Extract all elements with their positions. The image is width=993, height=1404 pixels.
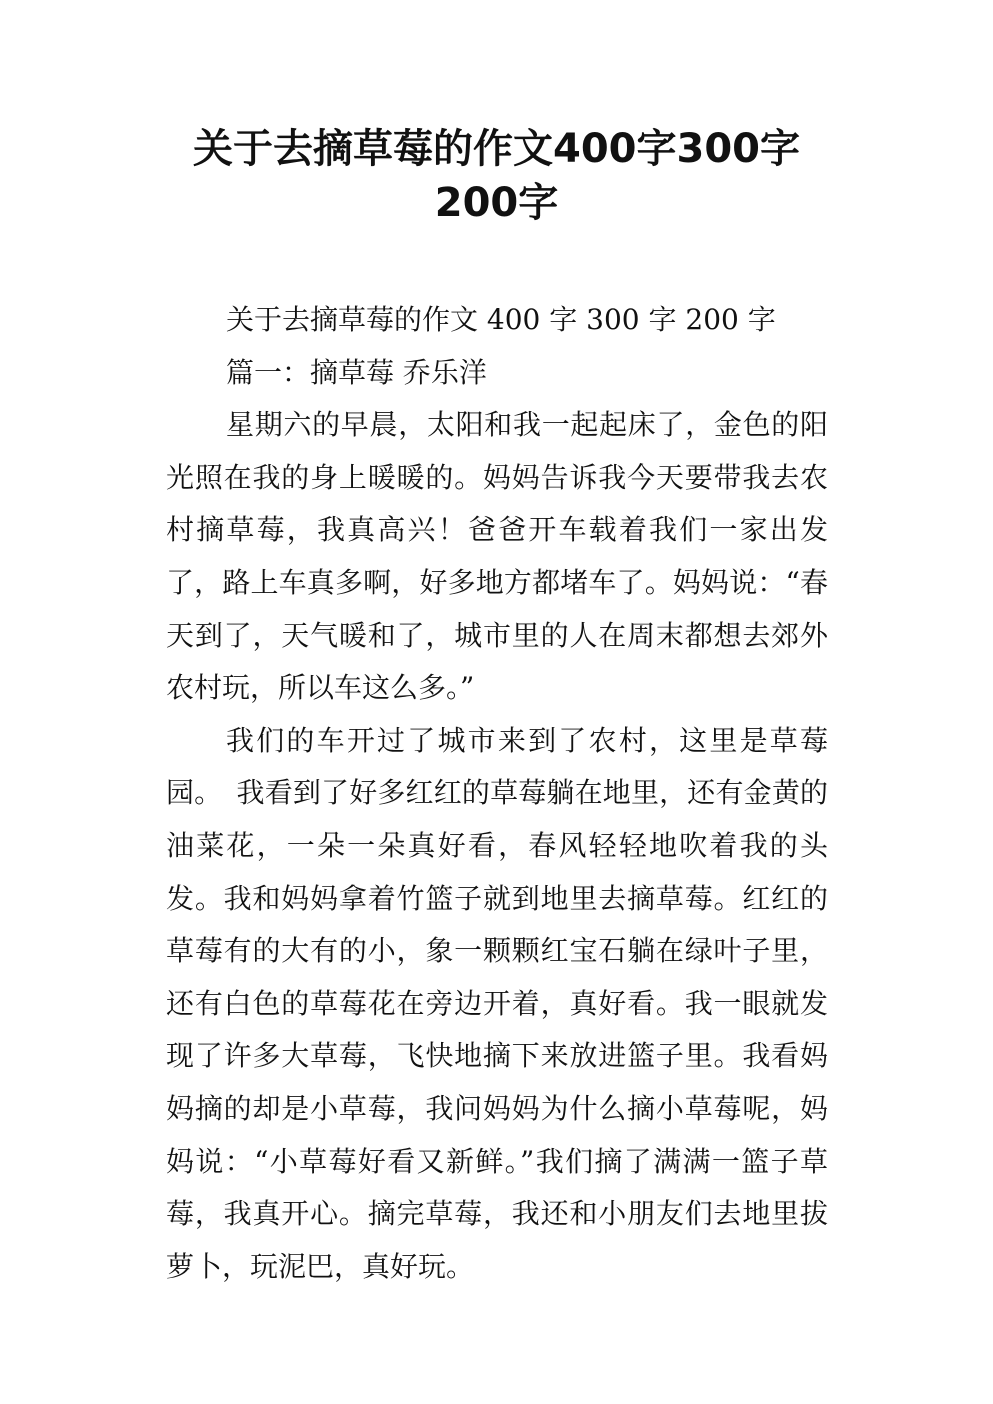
body-paragraph: 星期六的早晨，太阳和我一起起床了，金色的阳光照在我的身上暖暖的。妈妈告诉我今天要带我去农村摘草莓，我真高兴！爸爸开车载着我们一家出发了，路上车真多啊，好多地方都堵车了。妈妈说：“春天到了，天气暖和了，城市里的人在周末都想去郊外农村玩，所以车这么多。” bbox=[166, 408, 828, 705]
subtitle-paragraph: 关于去摘草莓的作文 400 字 300 字 200 字 bbox=[226, 303, 776, 336]
title-line-1: 关于去摘草莓的作文400字300字 bbox=[193, 126, 800, 172]
document-body bbox=[166, 294, 828, 1293]
title-line-2: 200字 bbox=[434, 180, 559, 226]
section-heading: 篇一：摘草莓 乔乐洋 bbox=[226, 355, 487, 389]
body-paragraph: 我们的车开过了城市来到了农村，这里是草莓园。 我看到了好多红红的草莓躺在地里，还有金黄的油菜花，一朵一朵真好看，春风轻轻地吹着我的头发。我和妈妈拿着竹篮子就到地里去摘草莓。红红的草莓有的大有的小，象一颗颗红宝石躺在绿叶子里，还有白色的草莓花在旁边开着，真好看。我一眼就发现了许多大草莓，飞快地摘下来放进篮子里。我看妈妈摘的却是小草莓，我问妈妈为什么摘小草莓呢，妈妈说：“小草莓好看又新鲜。”我们摘了满满一篮子草莓，我真开心。摘完草莓，我还和小朋友们去地里拔萝卜，玩泥巴，真好玩。 bbox=[166, 723, 828, 1283]
document-title bbox=[150, 122, 843, 230]
